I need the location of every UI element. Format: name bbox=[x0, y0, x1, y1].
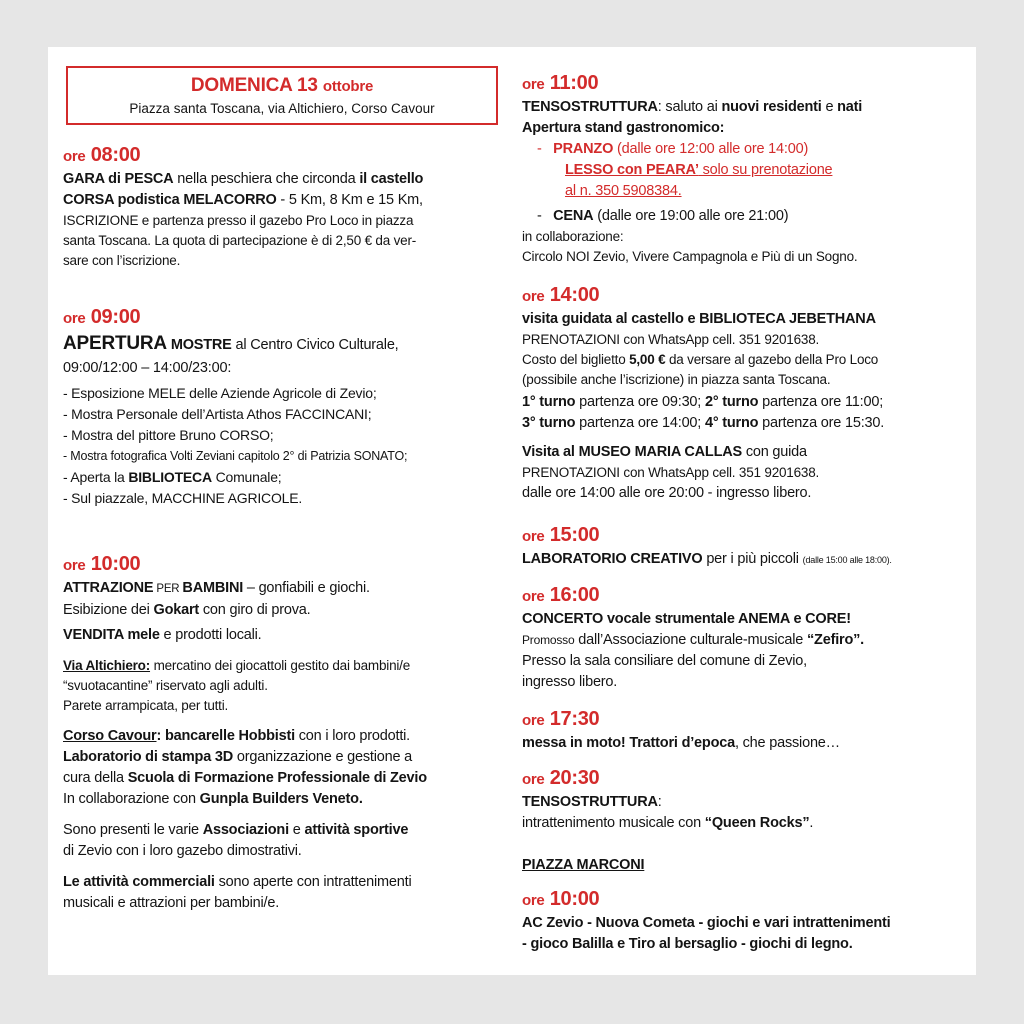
block-1000: ore 10:00 ATTRAZIONE PER BAMBINI – gonfiabili e giochi. Esibizione dei Gokart con giro di prova. VENDITA mele e prodotti locali. Via Altichiero: mercatino dei giocattoli gestito dai bambini/e “svuotacantine” riservato agli adulti. Parete arrampicata, per tutti. Corso Cavour: bancarelle Hobbisti con i loro prodotti. Laboratorio di stampa 3D organizzazione e gestione a cura della Scuola di Formazione Professionale di Zevio In collaborazione con Gunpla Builders Veneto. Sono presenti le varie Associazioni e attività sportive di Zevio con i loro gazebo dimostrativi. Le attività commerciali sono aperte con intrattenimenti musicali e attrazioni per bambini/e. bbox=[63, 553, 427, 911]
time-label: ore 17:30 bbox=[522, 708, 600, 730]
time-label: ore 08:00 bbox=[63, 144, 141, 166]
time-label: ore 20:30 bbox=[522, 767, 600, 789]
list-item: - Esposizione MELE delle Aziende Agricole di Zevio; bbox=[63, 383, 407, 404]
block-2030: ore 20:30 TENSOSTRUTTURA: intrattenimento musicale con “Queen Rocks”. bbox=[522, 767, 814, 831]
block-0800: ore 08:00 GARA di PESCA nella peschiera che circonda il castello CORSA podistica MELACORRO - 5 Km, 8 Km e 15 Km, ISCRIZIONE e partenza presso il gazebo Pro Loco in piazza santa Toscana. La quota di partecipazione è di 2,50 € da ver- sare con l’iscrizione. bbox=[63, 144, 424, 268]
time-label: ore 09:00 bbox=[63, 306, 141, 328]
block-0900: ore 09:00 APERTURA MOSTRE al Centro Civico Culturale, 09:00/12:00 – 14:00/23:00: - Esposizione MELE delle Aziende Agricole di Zevio; - Mostra Personale dell’Artista Athos FACCINCANI; - Mostra del pittore Bruno CORSO; - Mostra fotografica Volti Zeviani capitolo 2° di Patrizia SONATO; - Aperta la BIBLIOTECA Comunale; - Sul piazzale, MACCHINE AGRICOLE. bbox=[63, 305, 407, 509]
time-label: ore 14:00 bbox=[522, 284, 600, 306]
block-1730: ore 17:30 messa in moto! Trattori d’epoca, che passione… bbox=[522, 708, 840, 751]
date-header-box bbox=[66, 66, 498, 125]
program-sheet bbox=[48, 47, 976, 975]
list-item: - Mostra del pittore Bruno CORSO; bbox=[63, 425, 407, 446]
list-item: - Mostra Personale dell’Artista Athos FACCINCANI; bbox=[63, 404, 407, 425]
list-item: - Aperta la BIBLIOTECA Comunale; bbox=[63, 467, 407, 488]
block-1400: ore 14:00 visita guidata al castello e BIBLIOTECA JEBETHANA PRENOTAZIONI con WhatsApp cell. 351 9201638. Costo del biglietto 5,00 € da versare al gazebo della Pro Loco (possibile anche l’iscrizione) in piazza santa Toscana. 1° turno partenza ore 09:30; 2° turno partenza ore 11:00; 3° turno partenza ore 14:00; 4° turno partenza ore 15:30. Visita al MUSEO MARIA CALLAS con guida PRENOTAZIONI con WhatsApp cell. 351 9201638. dalle ore 14:00 alle ore 20:00 - ingresso libero. bbox=[522, 284, 885, 501]
list-item: - Sul piazzale, MACCHINE AGRICOLE. bbox=[63, 488, 407, 509]
location-line: Piazza santa Toscana, via Altichiero, Corso Cavour bbox=[129, 101, 435, 116]
block-1500: ore 15:00 LABORATORIO CREATIVO per i più piccoli (dalle 15:00 alle 18:00). bbox=[522, 524, 892, 567]
time-label: ore 11:00 bbox=[522, 72, 599, 94]
exhibition-list bbox=[63, 383, 407, 509]
time-label: ore 10:00 bbox=[522, 888, 600, 910]
time-label: ore 16:00 bbox=[522, 584, 600, 606]
piazza-marconi-heading: PIAZZA MARCONI bbox=[522, 857, 645, 873]
time-label: ore 10:00 bbox=[63, 553, 141, 575]
block-1100: ore 11:00 TENSOSTRUTTURA: saluto ai nuovi residenti e nati Apertura stand gastronomico: - PRANZO (dalle ore 12:00 alle ore 14:00) LESSO con PEARA’ solo su prenotazione al n. 350 5908384. - CENA (dalle ore 19:00 alle ore 21:00) in collaborazione: Circolo NOI Zevio, Vivere Campagnola e Più di un Sogno. bbox=[522, 72, 863, 264]
block-1600: ore 16:00 CONCERTO vocale strumentale ANEMA e CORE! Promosso dall’Associazione culturale-musicale “Zefiro”. Presso la sala consiliare del comune di Zevio, ingresso libero. bbox=[522, 584, 865, 690]
date-title: DOMENICA 13 ottobre bbox=[190, 75, 374, 96]
block-1000-marconi: ore 10:00 AC Zevio - Nuova Cometa - giochi e vari intrattenimenti - gioco Balilla e Tiro al bersaglio - giochi di legno. bbox=[522, 888, 891, 952]
list-item: - Mostra fotografica Volti Zeviani capitolo 2° di Patrizia SONATO; bbox=[63, 446, 407, 467]
time-label: ore 15:00 bbox=[522, 524, 600, 546]
